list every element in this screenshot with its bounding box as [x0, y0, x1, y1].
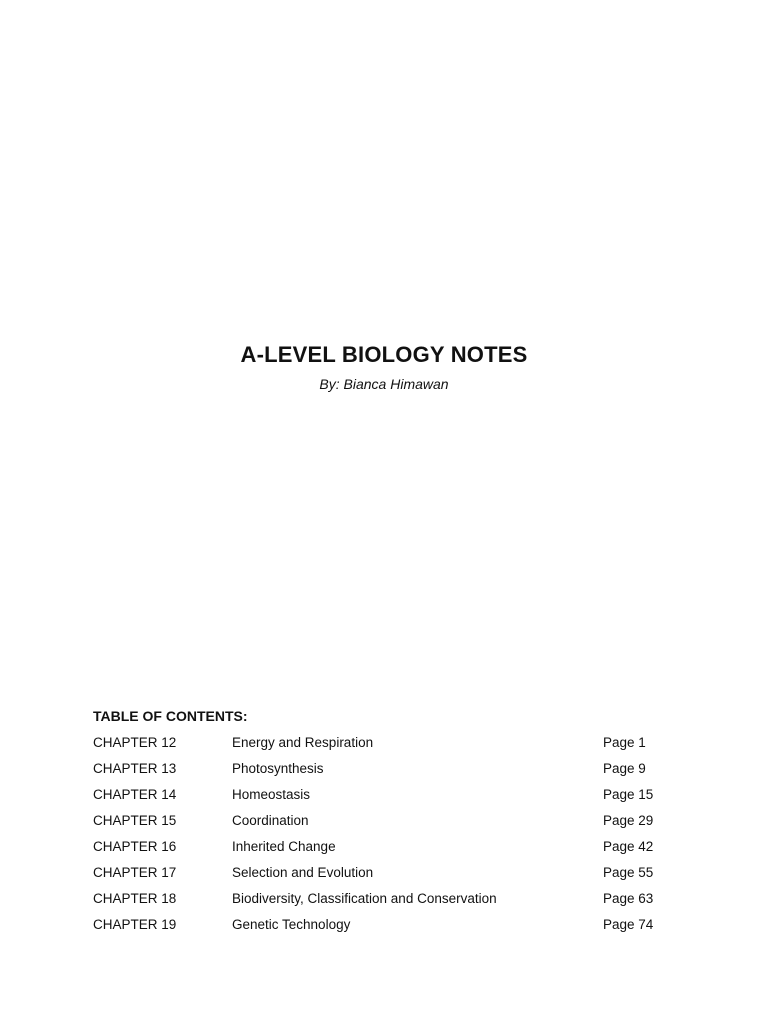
- toc-topic: Energy and Respiration: [232, 735, 374, 750]
- toc-topic: Coordination: [232, 813, 309, 828]
- toc-heading: TABLE OF CONTENTS:: [93, 708, 248, 724]
- toc-page: Page 55: [603, 865, 654, 880]
- toc-page: Page 9: [603, 761, 646, 776]
- toc-chapter: CHAPTER 12: [93, 735, 177, 750]
- toc-chapter: CHAPTER 17: [93, 865, 177, 880]
- toc-chapter: CHAPTER 13: [93, 761, 177, 776]
- toc-row: [93, 811, 693, 837]
- toc-page: Page 74: [603, 917, 654, 932]
- toc-chapter: CHAPTER 15: [93, 813, 177, 828]
- toc-chapter: CHAPTER 19: [93, 917, 177, 932]
- toc-topic: Genetic Technology: [232, 917, 351, 932]
- document-title: A-LEVEL BIOLOGY NOTES: [240, 342, 528, 367]
- toc-topic: Inherited Change: [232, 839, 336, 854]
- toc-topic: Selection and Evolution: [232, 865, 374, 880]
- toc-chapter: CHAPTER 18: [93, 891, 177, 906]
- toc-topic: Biodiversity, Classification and Conservation: [232, 891, 497, 906]
- toc-row: [93, 915, 693, 941]
- toc-row: [93, 837, 693, 863]
- toc-page: Page 42: [603, 839, 654, 854]
- table-of-contents: [93, 706, 693, 941]
- toc-page: Page 15: [603, 787, 654, 802]
- toc-topic: Homeostasis: [232, 787, 311, 802]
- toc-page: Page 1: [603, 735, 646, 750]
- toc-row: [93, 889, 693, 915]
- document-author: By: Bianca Himawan: [319, 376, 449, 392]
- toc-row: [93, 863, 693, 889]
- toc-topic: Photosynthesis: [232, 761, 324, 776]
- toc-row: [93, 733, 693, 759]
- toc-page: Page 63: [603, 891, 654, 906]
- toc-chapter: CHAPTER 14: [93, 787, 177, 802]
- toc-chapter: CHAPTER 16: [93, 839, 177, 854]
- toc-row: [93, 785, 693, 811]
- toc-row: [93, 759, 693, 785]
- toc-page: Page 29: [603, 813, 654, 828]
